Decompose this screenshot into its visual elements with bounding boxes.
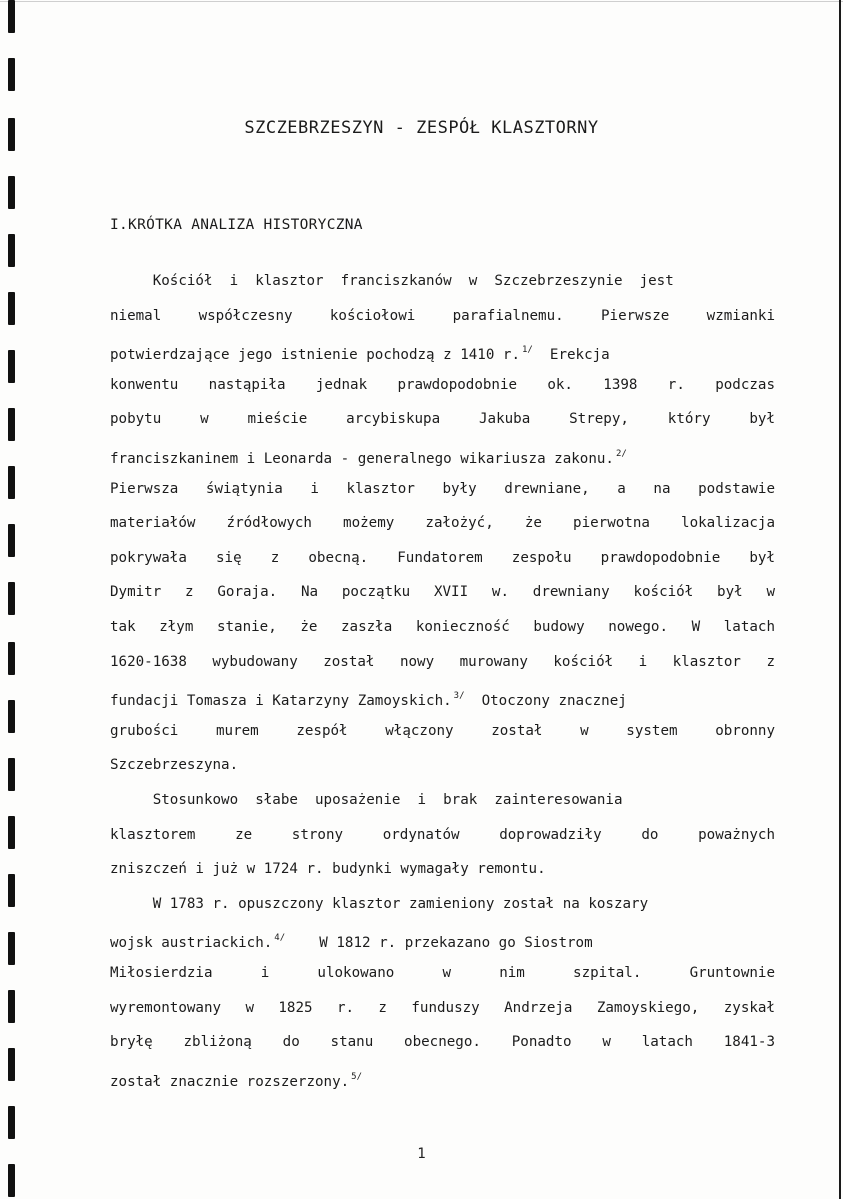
text-line (110, 443, 775, 465)
text-line-content: konwentu nastąpiła jednak prawdopodobnie ok. 1398 r. podczas (110, 376, 775, 393)
binding-hole (8, 176, 15, 209)
text-line (110, 339, 775, 364)
text-line (110, 651, 775, 673)
text-line-content: wojsk austriackich. (110, 935, 273, 952)
binding-hole (8, 758, 15, 791)
text-line-content: Pierwsza świątynia i klasztor były drewniane, a na podstawie (110, 480, 775, 497)
text-line-content: wyremontowany w 1825 r. z funduszy Andrzeja Zamoyskiego, zyskał (110, 999, 775, 1016)
binding-hole (8, 0, 15, 33)
text-line-content: grubości murem zespół włączony został w system obronny (110, 722, 775, 739)
text-line-content: 1620-1638 wybudowany został nowy murowany kościół i klasztor z (110, 653, 775, 670)
text-line (110, 720, 775, 742)
footnote-marker: 3/ (453, 691, 465, 702)
binding-hole (8, 234, 15, 267)
text-line-continuation: Erekcja (532, 347, 610, 364)
text-line-content: W 1783 r. opuszczony klasztor zamieniony został na koszary (110, 895, 649, 912)
binding-hole (8, 292, 15, 325)
text-line (110, 1066, 775, 1088)
text-line-content: Kościół i klasztor franciszkanów w Szczebrzeszynie jest (110, 273, 674, 289)
text-line-content: Stosunkowo słabe uposażenie i brak zainteresowania (110, 792, 623, 808)
text-line (110, 962, 775, 984)
text-line (110, 927, 775, 952)
text-line-content: pobytu w mieście arcybiskupa Jakuba Strepy, który był (110, 411, 775, 428)
text-line (110, 478, 775, 500)
text-line-content: tak złym stanie, że zaszła konieczność budowy nowego. W latach (110, 619, 775, 635)
page-title: SZCZEBRZESZYN - ZESPÓŁ KLASZTORNY (244, 118, 599, 138)
binding-hole (8, 700, 15, 733)
binding-hole (8, 990, 15, 1023)
text-line-content: franciszkaninem i Leonarda - generalnego wikariusza zakonu. (110, 451, 614, 467)
text-line (110, 408, 775, 430)
footnote-marker: 2/ (615, 449, 627, 459)
binding-hole (8, 816, 15, 849)
text-line (110, 858, 775, 880)
binding-hole (8, 1164, 15, 1197)
page-right-edge (839, 0, 841, 1199)
text-line (110, 754, 775, 776)
text-line-content: Szczebrzeszyna. (110, 757, 239, 774)
text-line (110, 581, 775, 603)
text-line-content: materiałów źródłowych możemy założyć, że pierwotna lokalizacja (110, 515, 775, 532)
text-line (110, 824, 775, 846)
text-line (110, 893, 775, 915)
text-line (110, 616, 775, 638)
text-line (110, 789, 775, 811)
footnote-marker: 5/ (351, 1071, 363, 1082)
binding-hole (8, 1106, 15, 1139)
binding-hole (8, 642, 15, 675)
text-line-content: pokrywała się z obecną. Fundatorem zespołu prawdopodobnie był (110, 549, 775, 566)
text-line-content: Miłosierdzia i ulokowano w nim szpital. Gruntownie (110, 965, 775, 981)
text-line-content: potwierdzające jego istnienie pochodzą z 1410 r. (110, 347, 520, 364)
text-line (110, 374, 775, 396)
text-line (110, 305, 775, 327)
text-line-content: klasztorem ze strony ordynatów doprowadziły do poważnych (110, 826, 775, 843)
page-number: 1 (417, 1146, 426, 1162)
binding-hole (8, 350, 15, 383)
section-heading: I.KRÓTKA ANALIZA HISTORYCZNA (110, 217, 363, 233)
text-line-content: fundacji Tomasza i Katarzyny Zamoyskich. (110, 693, 452, 710)
text-line (110, 547, 775, 569)
text-line (110, 270, 775, 292)
binding-hole (8, 408, 15, 441)
binding-hole (8, 1048, 15, 1081)
text-line-content: został znacznie rozszerzony. (110, 1073, 350, 1090)
footnote-marker: 4/ (274, 933, 286, 944)
text-line-content: bryłę zbliżoną do stanu obecnego. Ponadto w latach 1841-3 (110, 1034, 775, 1051)
binding-hole (8, 524, 15, 557)
text-line-continuation: Otoczony znacznej (464, 693, 627, 710)
binding-hole (8, 466, 15, 499)
binding-hole (8, 58, 15, 91)
text-line-content: zniszczeń i już w 1724 r. budynki wymagały remontu. (110, 861, 546, 878)
text-line (110, 685, 775, 710)
text-line (110, 997, 775, 1019)
text-line (110, 512, 775, 534)
binding-hole (8, 582, 15, 615)
binding-hole (8, 932, 15, 965)
text-line (110, 1031, 775, 1053)
binding-hole (8, 874, 15, 907)
page-top-edge (0, 1, 843, 2)
text-line-continuation: W 1812 r. przekazano go Siostrom (285, 935, 593, 952)
text-line-content: niemal współczesny kościołowi parafialnemu. Pierwsze wzmianki (110, 307, 775, 324)
text-line-content: Dymitr z Goraja. Na początku XVII w. drewniany kościół był w (110, 584, 775, 601)
footnote-marker: 1/ (522, 345, 533, 356)
